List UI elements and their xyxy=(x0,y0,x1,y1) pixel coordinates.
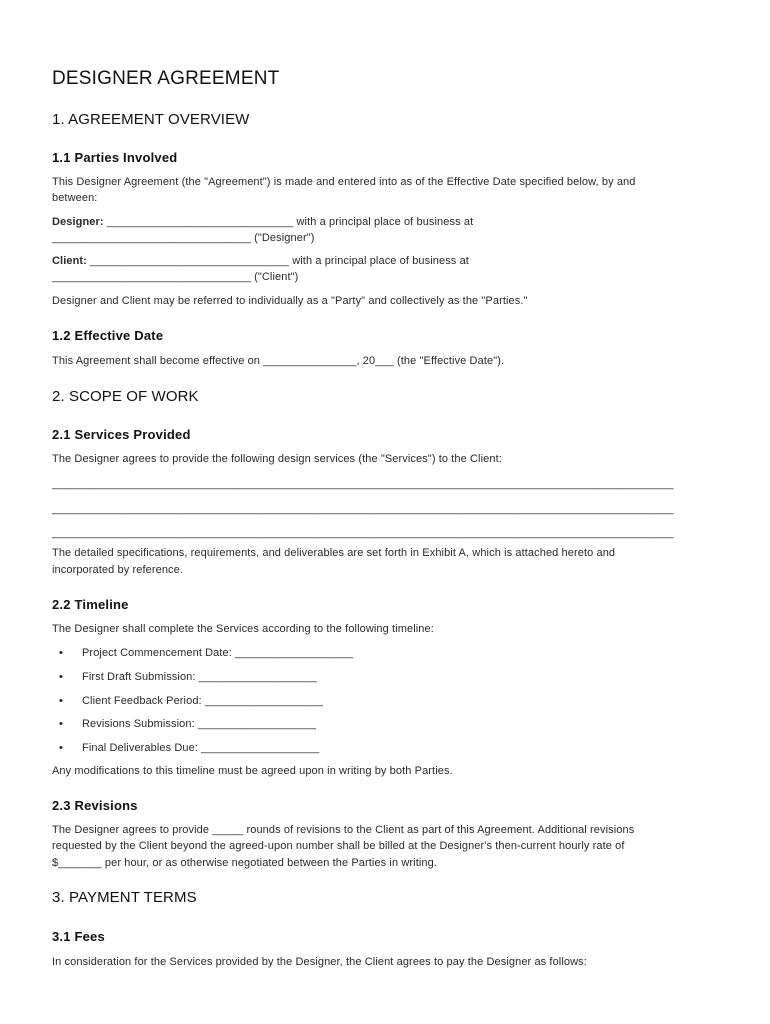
subsection-3-1-heading: 3.1 Fees xyxy=(52,929,105,944)
services-blank-line-3: ____________________________________________________________________________________________________ xyxy=(52,527,674,539)
parties-intro-line-1: This Designer Agreement (the "Agreement") is made and entered into as of the Effective Date specified below, by and xyxy=(52,176,636,188)
subsection-1-1-heading: 1.1 Parties Involved xyxy=(52,150,178,165)
services-blank-line-1: ____________________________________________________________________________________________________ xyxy=(52,478,674,490)
client-line-1 xyxy=(52,255,469,267)
bullet-icon: • xyxy=(59,718,63,730)
timeline-note: Any modifications to this timeline must be agreed upon in writing by both Parties. xyxy=(52,765,453,777)
revisions-line-1: The Designer agrees to provide _____ rounds of revisions to the Client as part of this Agreement. Additional revisions xyxy=(52,824,635,836)
parties-definition: Designer and Client may be referred to individually as a "Party" and collectively as the "Parties." xyxy=(52,295,528,307)
section-2-heading: 2. SCOPE OF WORK xyxy=(52,388,199,405)
bullet-icon: • xyxy=(59,695,63,707)
client-line-1-text: ________________________________ with a principal place of business at xyxy=(86,255,469,267)
timeline-item: Client Feedback Period: ___________________ xyxy=(82,695,323,707)
services-blank-line-2: ____________________________________________________________________________________________________ xyxy=(52,503,674,515)
designer-label: Designer: xyxy=(52,216,104,228)
document-title: DESIGNER AGREEMENT xyxy=(52,68,280,89)
subsection-2-2-heading: 2.2 Timeline xyxy=(52,597,129,612)
subsection-1-2-heading: 1.2 Effective Date xyxy=(52,328,164,343)
subsection-2-1-heading: 2.1 Services Provided xyxy=(52,427,191,442)
subsection-2-3-heading: 2.3 Revisions xyxy=(52,798,138,813)
timeline-item: Revisions Submission: ___________________ xyxy=(82,718,317,730)
designer-line-1 xyxy=(52,216,473,228)
services-details-line-1: The detailed specifications, requirements, and deliverables are set forth in Exhibit A, which is attached hereto and xyxy=(52,547,616,559)
services-intro: The Designer agrees to provide the following design services (the "Services") to the Client: xyxy=(52,453,502,465)
timeline-item: Final Deliverables Due: ___________________ xyxy=(82,742,320,754)
parties-intro-line-2: between: xyxy=(52,192,98,204)
designer-line-1-text: ______________________________ with a principal place of business at xyxy=(103,216,474,228)
section-1-heading: 1. AGREEMENT OVERVIEW xyxy=(52,111,250,128)
services-details-line-2: incorporated by reference. xyxy=(52,564,184,576)
revisions-line-3: $_______ per hour, or as otherwise negotiated between the Parties in writing. xyxy=(52,857,437,869)
timeline-item: Project Commencement Date: ___________________ xyxy=(82,647,354,659)
fees-text: In consideration for the Services provided by the Designer, the Client agrees to pay the Designer as follows: xyxy=(52,956,587,968)
bullet-icon: • xyxy=(59,742,63,754)
section-3-heading: 3. PAYMENT TERMS xyxy=(52,889,197,906)
client-label: Client: xyxy=(52,255,87,267)
effective-date-text: This Agreement shall become effective on _______________, 20___ (the "Effective Date"). xyxy=(52,355,505,367)
bullet-icon: • xyxy=(59,647,63,659)
timeline-item: First Draft Submission: ___________________ xyxy=(82,671,317,683)
timeline-intro: The Designer shall complete the Services according to the following timeline: xyxy=(52,623,434,635)
client-line-2: ________________________________ ("Client") xyxy=(52,271,299,283)
designer-line-2: ________________________________ ("Designer") xyxy=(52,232,315,244)
bullet-icon: • xyxy=(59,671,63,683)
revisions-line-2: requested by the Client beyond the agreed-upon number shall be billed at the Designer's then-current hourly rate of xyxy=(52,840,625,852)
